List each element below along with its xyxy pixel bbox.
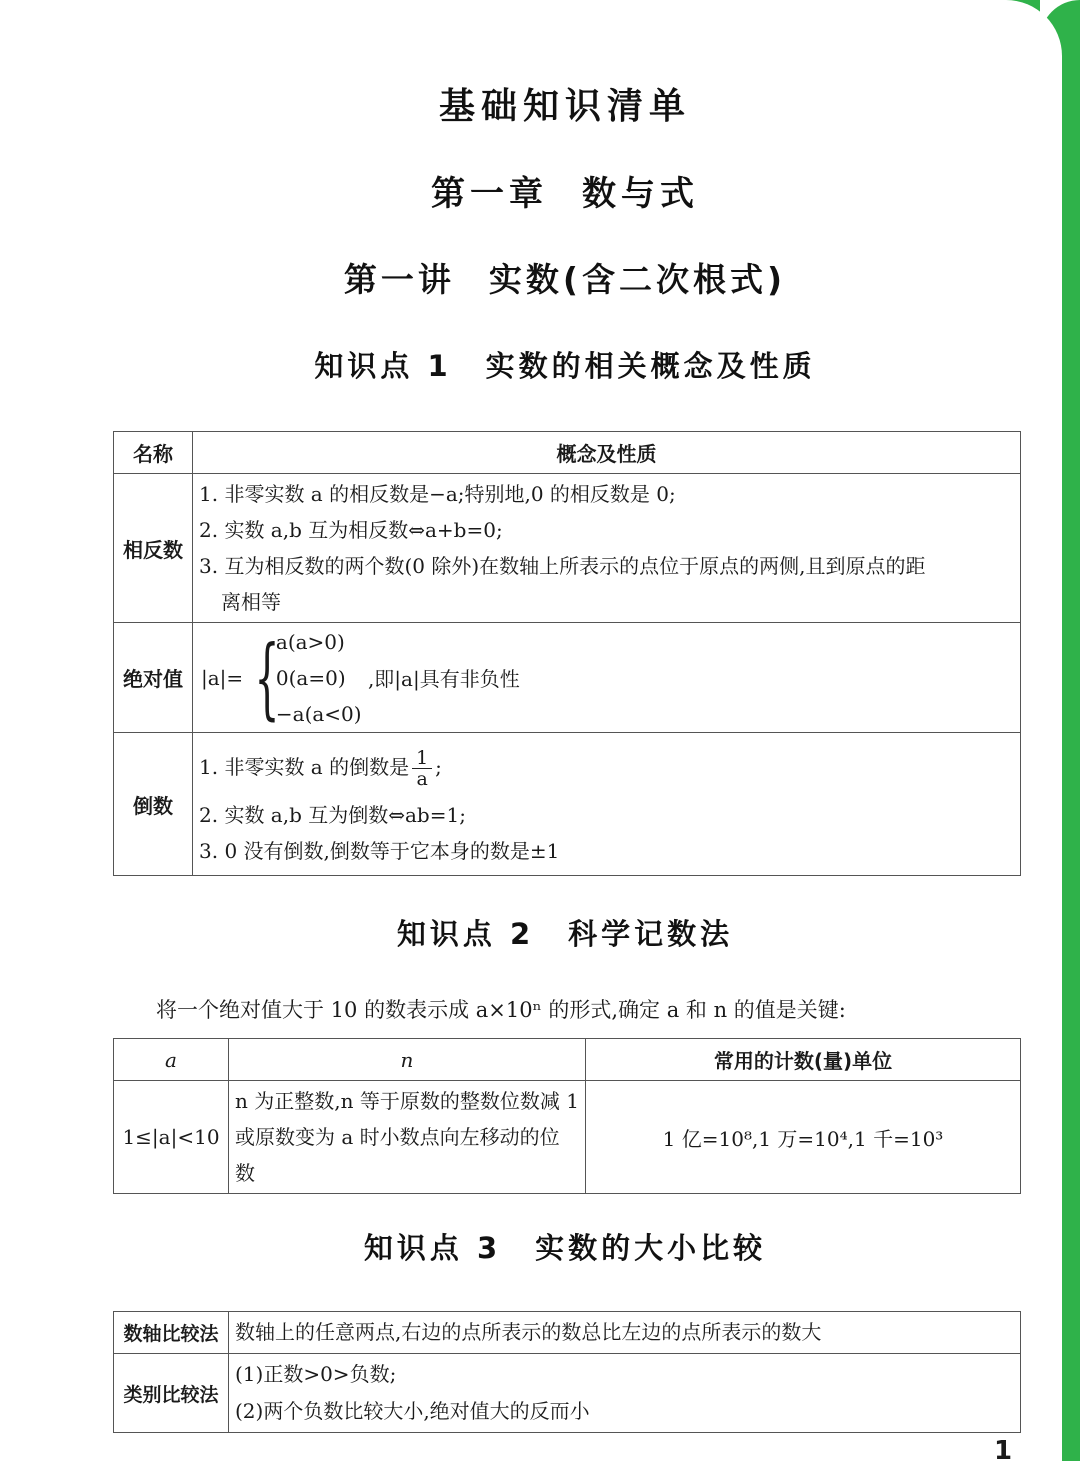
concepts-table [113,431,1021,876]
axis-method-name: 数轴比较法 [114,1312,229,1354]
reciprocal-line-2: 2. 实数 a,b 互为倒数⇔ab=1; [199,803,466,827]
kp2-name: 科学记数法 [568,917,734,951]
reciprocal-line-1 [193,737,1020,797]
class-method-line-1: (1)正数>0>负数; [235,1362,397,1386]
n-description: n 为正整数,n 等于原数的整数位数减 1 或原数变为 a 时小数点向左移动的位数 [229,1081,586,1194]
lecture-name: 实数(含二次根式) [488,260,787,299]
class-method-name: 类别比较法 [114,1354,229,1433]
reciprocal-line-3: 3. 0 没有倒数,倒数等于它本身的数是±1 [199,839,560,863]
opposite-line-4: 离相等 [221,590,281,614]
opposite-line-2: 2. 实数 a,b 互为相反数⇔a+b=0; [199,518,503,542]
chapter-name: 数与式 [582,174,699,214]
absolute-lhs: |a|= [201,665,244,690]
row-absolute [114,623,1021,733]
page-number: 1 [994,1436,1013,1466]
header-a: a [114,1039,229,1081]
comparison-table [113,1311,1021,1433]
common-units: 1 亿=10⁸,1 万=10⁴,1 千=10³ [586,1081,1021,1194]
opposite-line-3: 3. 互为相反数的两个数(0 除外)在数轴上所表示的点位于原点的两侧,且到原点的距 [199,554,926,578]
lecture-number: 第一讲 [343,260,455,299]
kp2-label: 知识点 2 [396,917,535,951]
page-title: 基础知识清单 [438,86,691,127]
case-zero: 0(a=0) [275,665,346,690]
header-name: 名称 [114,432,193,474]
header-n: n [229,1039,586,1081]
absolute-tail: ,即|a|具有非负性 [367,667,520,691]
piecewise-cases [276,624,362,732]
knowledge-point-1-heading [0,344,1080,385]
chapter-heading [0,166,1080,215]
case-negative: −a(a<0) [275,701,362,726]
absolute-name: 绝对值 [114,623,193,733]
class-method-line-2: (2)两个负数比较大小,绝对值大的反而小 [235,1399,590,1423]
reciprocal-name: 倒数 [114,733,193,876]
knowledge-point-3-heading [0,1226,1080,1267]
fraction-numerator: 1 [412,748,432,769]
reciprocal-line-1-text: 1. 非零实数 a 的倒数是 [199,755,410,779]
opposite-line-1: 1. 非零实数 a 的相反数是−a;特别地,0 的相反数是 0; [199,482,676,506]
kp3-name: 实数的大小比较 [535,1231,767,1265]
knowledge-point-2-heading [0,912,1080,953]
chapter-number: 第一章 [431,174,548,214]
header-units: 常用的计数(量)单位 [586,1039,1021,1081]
case-positive: a(a>0) [275,629,345,654]
reciprocal-line-1-end: ; [435,755,442,779]
kp1-label: 知识点 1 [314,349,452,383]
kp3-label: 知识点 3 [363,1231,502,1265]
kp1-name: 实数的相关概念及性质 [485,349,816,383]
opposite-name: 相反数 [114,474,193,623]
a-range: 1≤|a|<10 [114,1081,229,1194]
brace-symbol: { [253,625,280,729]
axis-method-text: 数轴上的任意两点,右边的点所表示的数总比左边的点所表示的数大 [229,1312,1021,1354]
scientific-notation-table [113,1038,1021,1194]
row-opposite [114,474,1021,623]
fraction-one-over-a [412,748,432,789]
header-concept: 概念及性质 [193,432,1021,474]
lecture-heading [0,254,1080,301]
fraction-denominator: a [416,768,428,790]
scientific-notation-intro: 将一个绝对值大于 10 的数表示成 a×10ⁿ 的形式,确定 a 和 n 的值是关键: [156,998,846,1022]
row-reciprocal [114,733,1021,876]
